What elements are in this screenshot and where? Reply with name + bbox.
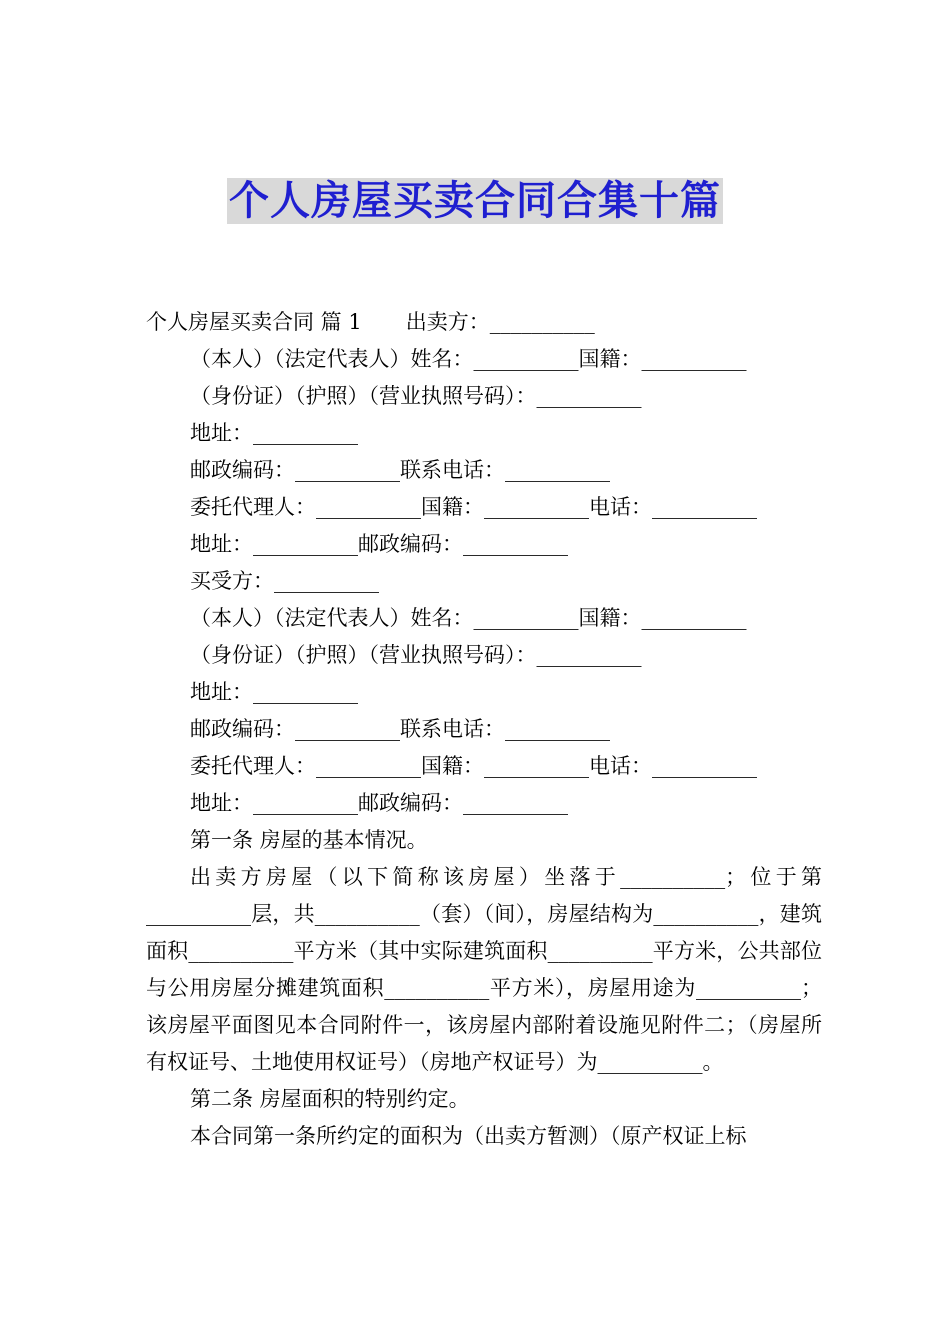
seller-label: 出卖方：__________ [405,310,595,334]
document-title: 个人房屋买卖合同合集十篇 [229,178,721,224]
article-1-heading: 第一条 房屋的基本情况。 [190,828,428,852]
seller-address-line: 地址：__________ [190,421,358,445]
buyer-label-line: 买受方：__________ [190,569,379,593]
document-body [146,304,822,1155]
seller-agent-line: 委托代理人：__________国籍：__________电话：__________ [190,495,757,519]
buyer-agent-line: 委托代理人：__________国籍：__________电话：__________ [190,754,757,778]
seller-agent-address-line: 地址：__________邮政编码：__________ [190,532,568,556]
seller-name-line: （本人）（法定代表人）姓名：__________国籍：__________ [190,347,747,371]
buyer-id-line: （身份证）（护照）（营业执照号码）：__________ [190,643,642,667]
buyer-postcode-line: 邮政编码：__________联系电话：__________ [190,717,610,741]
contract-heading: 个人房屋买卖合同 篇 1 [146,310,362,334]
contract-heading-line [146,304,822,341]
article-2-paragraph: 本合同第一条所约定的面积为（出卖方暂测）（原产权证上标 [190,1124,747,1148]
seller-postcode-line: 邮政编码：__________联系电话：__________ [190,458,610,482]
seller-id-line: （身份证）（护照）（营业执照号码）：__________ [190,384,642,408]
article-2-heading: 第二条 房屋面积的特别约定。 [190,1087,470,1111]
article-1-paragraph: 出卖方房屋（以下简称该房屋）坐落于__________；位于第__________层，共__________（套）（间），房屋结构为__________，建筑面积__________平方米（其中实际建筑面积__________平方米，公共部位与公用房屋分摊建筑面积__________平方米），房屋用途为__________；该房屋平面图见本合同附件一，该房屋内部附着设施见附件二；（房屋所有权证号、土地使用权证号）（房地产权证号）为__________。 [146,865,822,1074]
buyer-agent-address-line: 地址：__________邮政编码：__________ [190,791,568,815]
buyer-address-line: 地址：__________ [190,680,358,704]
buyer-name-line: （本人）（法定代表人）姓名：__________国籍：__________ [190,606,747,630]
